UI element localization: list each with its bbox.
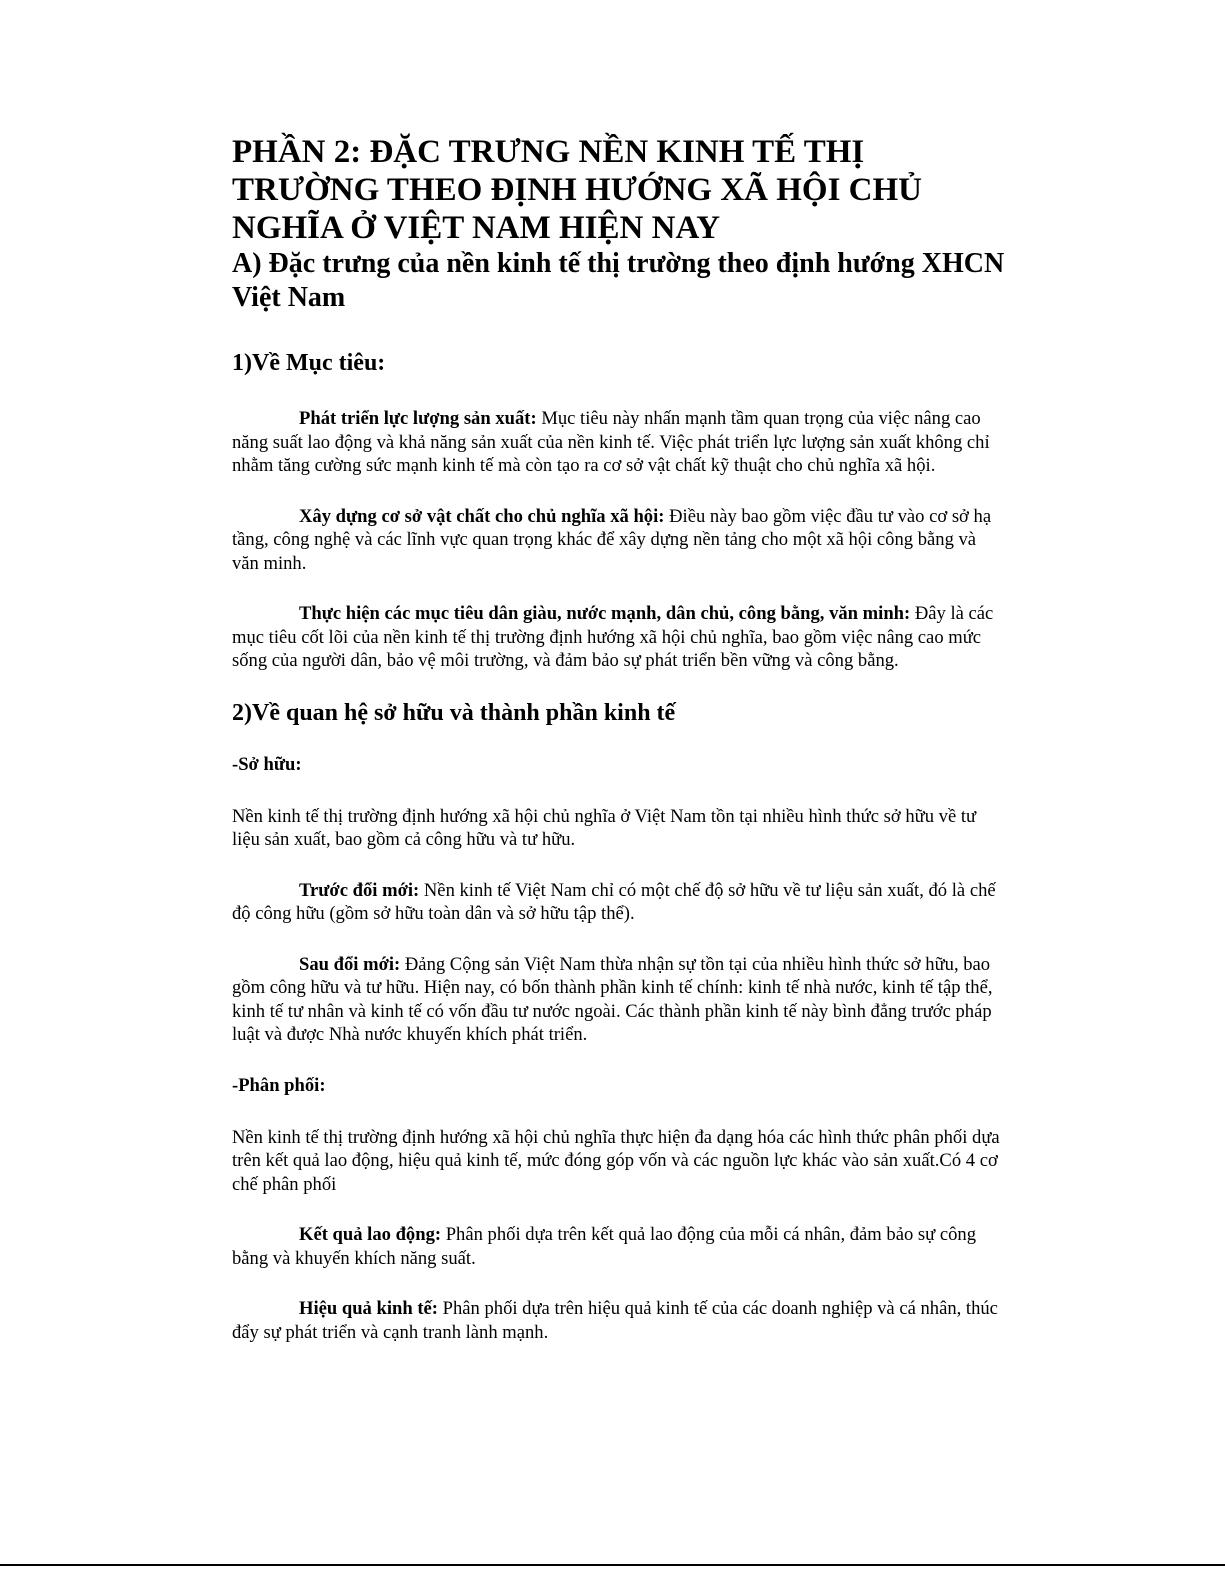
document-title: PHẦN 2: ĐẶC TRƯNG NỀN KINH TẾ THỊ TRƯỜNG THEO ĐỊNH HƯỚNG XÃ HỘI CHỦ NGHĨA Ở VIỆT NAM HIỆN NAY	[232, 134, 922, 246]
ownership-intro: Nền kinh tế thị trường định hướng xã hội chủ nghĩa ở Việt Nam tồn tại nhiều hình thức sở hữu về tư liệu sản xuất, bao gồm cả công hữu và tư hữu.	[232, 805, 977, 850]
ownership-paragraph	[232, 879, 1007, 926]
paragraph-lead: Trước đổi mới:	[299, 879, 420, 901]
paragraph-text: Nền kinh tế Việt Nam chỉ có một chế độ sở hữu về tư liệu sản xuất, đó là chế độ công hữu (gồm sở hữu toàn dân và sở hữu tập thể).	[232, 879, 996, 924]
paragraph-lead: Sau đổi mới:	[299, 953, 401, 975]
paragraph-text: Phân phối dựa trên hiệu quả kinh tế của các doanh nghiệp và cá nhân, thúc đẩy sự phát triển và cạnh tranh lành mạnh.	[232, 1298, 998, 1343]
paragraph-lead: Thực hiện các mục tiêu dân giàu, nước mạnh, dân chủ, công bằng, văn minh:	[299, 603, 911, 624]
paragraph-lead: Xây dựng cơ sở vật chất cho chủ nghĩa xã hội:	[299, 505, 665, 527]
distribution-label: -Phân phối:	[232, 1074, 326, 1096]
paragraph-lead: Hiệu quả kinh tế:	[299, 1298, 438, 1319]
section-1-paragraph	[232, 407, 1007, 478]
paragraph-text: Đảng Cộng sản Việt Nam thừa nhận sự tồn tại của nhiều hình thức sở hữu, bao gồm công hữu và tư hữu. Hiện nay, có bốn thành phần kinh tế chính: kinh tế nhà nước, kinh tế tập thể, kinh tế tư nhân và kinh tế có vốn đầu tư nước ngoài. Các thành phần kinh tế này bình đẳng trước pháp luật và được Nhà nước khuyến khích phát triển.	[232, 953, 993, 1045]
section-2-heading: 2)Về quan hệ sở hữu và thành phần kinh tế	[232, 699, 676, 726]
paragraph-lead: Kết quả lao động:	[299, 1224, 442, 1245]
ownership-label: -Sở hữu:	[232, 753, 302, 775]
distribution-intro: Nền kinh tế thị trường định hướng xã hội chủ nghĩa thực hiện đa dạng hóa các hình thức phân phối dựa trên kết quả lao động, hiệu quả kinh tế, mức đóng góp vốn và các nguồn lực khác vào sản xuất.Có 4 cơ chế phân phối	[232, 1126, 1000, 1195]
paragraph-text: Điều này bao gồm việc đầu tư vào cơ sở hạ tầng, công nghệ và các lĩnh vực quan trọng khác để xây dựng nền tảng cho một xã hội công bằng và văn minh.	[232, 505, 992, 574]
paragraph-lead: Phát triển lực lượng sản xuất:	[299, 408, 537, 429]
document-subtitle: A) Đặc trưng của nền kinh tế thị trường theo định hướng XHCN Việt Nam	[232, 248, 1005, 313]
paragraph-text: Mục tiêu này nhấn mạnh tầm quan trọng của việc nâng cao năng suất lao động và khả năng sản xuất của nền kinh tế. Việc phát triển lực lượng sản xuất không chỉ nhằm tăng cường sức mạnh kinh tế mà còn tạo ra cơ sở vật chất kỹ thuật cho chủ nghĩa xã hội.	[232, 408, 990, 476]
paragraph-text: Phân phối dựa trên kết quả lao động của mỗi cá nhân, đảm bảo sự công bằng và khuyến khích năng suất.	[232, 1224, 977, 1269]
section-1-heading: 1)Về Mục tiêu:	[232, 350, 386, 376]
paragraph-text: Đây là các mục tiêu cốt lõi của nền kinh tế thị trường định hướng xã hội chủ nghĩa, bao gồm việc nâng cao mức sống của người dân, bảo vệ môi trường, và đảm bảo sự phát triển bền vững và công bằng.	[232, 603, 994, 671]
ownership-paragraph	[232, 953, 1007, 1047]
section-1-paragraph	[232, 505, 1007, 576]
distribution-paragraph	[232, 1223, 1007, 1270]
page-bottom-rule	[0, 1564, 1225, 1566]
distribution-paragraph	[232, 1297, 1007, 1344]
section-1-paragraph	[232, 602, 1007, 673]
document-page	[232, 133, 1007, 1344]
